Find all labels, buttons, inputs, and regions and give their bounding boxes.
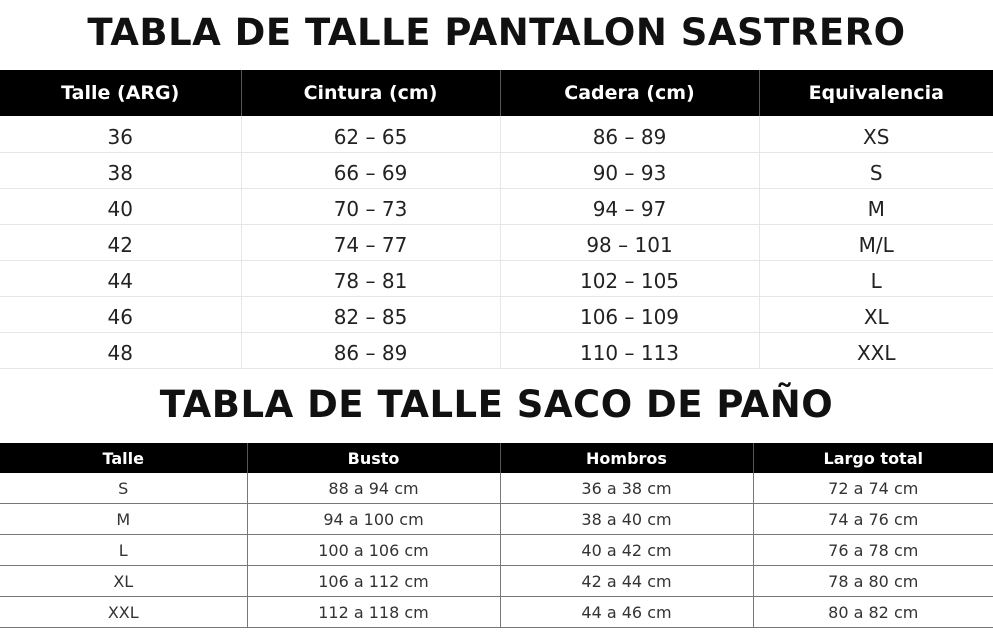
table-cell: 88 a 94 cm bbox=[247, 473, 500, 504]
table-cell: 36 a 38 cm bbox=[500, 473, 753, 504]
table-cell: 38 a 40 cm bbox=[500, 504, 753, 535]
table-cell: 42 a 44 cm bbox=[500, 566, 753, 597]
table-cell: 66 – 69 bbox=[241, 153, 500, 189]
table-cell: 38 bbox=[0, 153, 241, 189]
table-row bbox=[0, 297, 993, 333]
table-cell: XS bbox=[759, 116, 993, 153]
table-cell: M/L bbox=[759, 225, 993, 261]
table-cell: XL bbox=[0, 566, 247, 597]
table-cell: 98 – 101 bbox=[500, 225, 759, 261]
table-row bbox=[0, 473, 993, 504]
table-row bbox=[0, 261, 993, 297]
table-row bbox=[0, 333, 993, 369]
table-cell: 42 bbox=[0, 225, 241, 261]
table-cell: 94 a 100 cm bbox=[247, 504, 500, 535]
table-cell: S bbox=[0, 473, 247, 504]
table-cell: M bbox=[759, 189, 993, 225]
table-cell: 46 bbox=[0, 297, 241, 333]
table-cell: 44 a 46 cm bbox=[500, 597, 753, 628]
table-cell: 86 – 89 bbox=[241, 333, 500, 369]
column-header: Busto bbox=[247, 443, 500, 473]
table-cell: XXL bbox=[0, 597, 247, 628]
table-cell: 78 a 80 cm bbox=[753, 566, 993, 597]
table-cell: XL bbox=[759, 297, 993, 333]
table-header-row bbox=[0, 443, 993, 473]
table-cell: 74 a 76 cm bbox=[753, 504, 993, 535]
table-cell: 102 – 105 bbox=[500, 261, 759, 297]
column-header: Largo total bbox=[753, 443, 993, 473]
saco-size-table bbox=[0, 443, 993, 628]
table-cell: 36 bbox=[0, 116, 241, 153]
table-row bbox=[0, 225, 993, 261]
table-cell: S bbox=[759, 153, 993, 189]
table-cell: 78 – 81 bbox=[241, 261, 500, 297]
table-cell: 80 a 82 cm bbox=[753, 597, 993, 628]
table-cell: 48 bbox=[0, 333, 241, 369]
column-header: Cintura (cm) bbox=[241, 70, 500, 116]
table-row bbox=[0, 597, 993, 628]
table-cell: 40 a 42 cm bbox=[500, 535, 753, 566]
table-cell: 106 a 112 cm bbox=[247, 566, 500, 597]
table-cell: 86 – 89 bbox=[500, 116, 759, 153]
table-cell: 70 – 73 bbox=[241, 189, 500, 225]
table-cell: 76 a 78 cm bbox=[753, 535, 993, 566]
table-header-row bbox=[0, 70, 993, 116]
table-cell: 74 – 77 bbox=[241, 225, 500, 261]
table-row bbox=[0, 504, 993, 535]
table-row bbox=[0, 566, 993, 597]
table-cell: 40 bbox=[0, 189, 241, 225]
column-header: Cadera (cm) bbox=[500, 70, 759, 116]
table-cell: 72 a 74 cm bbox=[753, 473, 993, 504]
table-cell: 112 a 118 cm bbox=[247, 597, 500, 628]
table-row bbox=[0, 116, 993, 153]
table-cell: 94 – 97 bbox=[500, 189, 759, 225]
table-cell: M bbox=[0, 504, 247, 535]
table-cell: 100 a 106 cm bbox=[247, 535, 500, 566]
table-row bbox=[0, 153, 993, 189]
table-cell: 62 – 65 bbox=[241, 116, 500, 153]
pantalon-title: TABLA DE TALLE PANTALON SASTRERO bbox=[87, 11, 906, 54]
table-row bbox=[0, 535, 993, 566]
table-cell: L bbox=[0, 535, 247, 566]
table-cell: 44 bbox=[0, 261, 241, 297]
column-header: Hombros bbox=[500, 443, 753, 473]
table-cell: 82 – 85 bbox=[241, 297, 500, 333]
column-header: Talle bbox=[0, 443, 247, 473]
table-cell: L bbox=[759, 261, 993, 297]
table-cell: XXL bbox=[759, 333, 993, 369]
saco-title: TABLA DE TALLE SACO DE PAÑO bbox=[159, 383, 834, 426]
table-cell: 90 – 93 bbox=[500, 153, 759, 189]
column-header: Equivalencia bbox=[759, 70, 993, 116]
pantalon-size-table bbox=[0, 70, 993, 369]
table-cell: 110 – 113 bbox=[500, 333, 759, 369]
column-header: Talle (ARG) bbox=[0, 70, 241, 116]
table-cell: 106 – 109 bbox=[500, 297, 759, 333]
table-row bbox=[0, 189, 993, 225]
